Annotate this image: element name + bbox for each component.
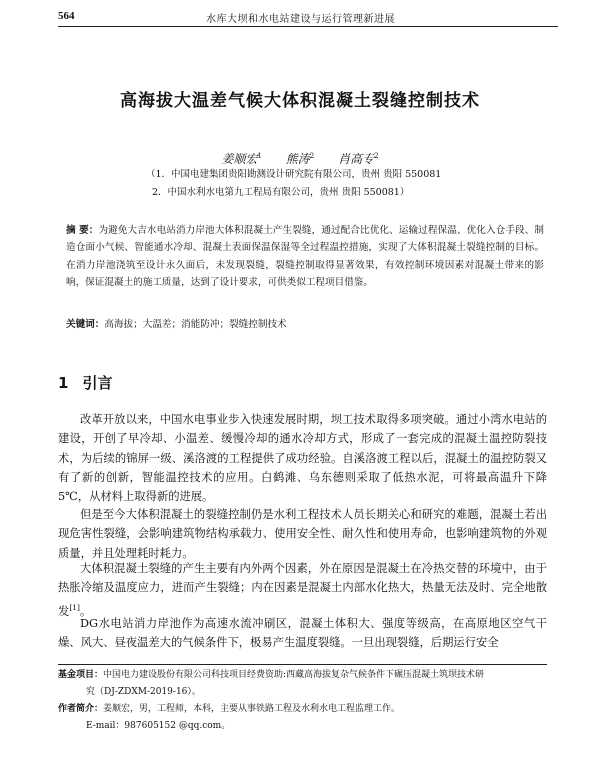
author-bio-text: 姜顺宏，男，工程师，本科，主要从事铁路工程及水利水电工程监理工作。 [103, 704, 401, 714]
body-paragraph-3 [58, 559, 547, 621]
footnotes [58, 667, 547, 735]
fund-text: 中国电力建设股份有限公司科技项目经费资助:西藏高海拔复杂气候条件下碾压混凝土筑坝技术研 [103, 670, 485, 680]
author-2-name: 熊涛 [285, 152, 310, 166]
body-paragraph-4: DG水电站消力岸池作为高速水流冲刷区，混凝土体积大、强度等级高，在高原地区空气干燥、风大、昼夜温差大的气候条件下，极易产生温度裂缝。一旦出现裂缝，后期运行安全 [58, 617, 547, 650]
affiliation-2: 2．中国水利水电第九工程局有限公司，贵州 贵阳 550081） [152, 187, 410, 198]
fund-text-continued: 究（DJ-ZDXM-2019-16）。 [86, 687, 201, 697]
keywords [66, 316, 544, 330]
keywords-text: 高海拔；大温差；消能防冲；裂缝控制技术 [104, 319, 287, 330]
page-number: 564 [58, 10, 75, 22]
author-2 [286, 152, 314, 166]
section-title: 引言 [82, 374, 113, 392]
author-bio-label: 作者简介： [58, 704, 104, 714]
body-paragraph-3-text: 大体积混凝土裂缝的产生主要有内外两个因素，外在原因是混凝土在冷热交替的环境中，由于热胀冷缩及温度应力，进而产生裂缝；内在因素是混凝土内部水化热大，热量无法及时、完全地散发 [58, 562, 547, 618]
author-email: E-mail：987605152 @qq.com。 [86, 721, 231, 731]
body-paragraph-3-end: 。 [79, 604, 92, 618]
body-paragraph-2: 但是至今大体积混凝土的裂缝控制仍是水利工程技术人员长期关心和研究的难题，混凝土若出现危害性裂缝，会影响建筑物结构承载力、使用安全性、耐久性和使用寿命，也影响建筑物的外观质量，并且处理耗时耗力。 [58, 508, 547, 560]
footnote-divider [58, 664, 547, 665]
author-3-name: 肖高专 [338, 152, 375, 166]
body-paragraph-1: 改革开放以来，中国水电事业步入快速发展时期，坝工技术取得多项突破。通过小湾水电站的建设，开创了早冷却、小温差、缓慢冷却的通水冷却方式，形成了一套完成的混凝土温控防裂技术，为后续的锦屏一级、溪洛渡的工程提供了成功经验。自溪洛渡工程以后，混凝土的温控防裂又有了新的创新，智能温控技术的应用。白鹤滩、乌东德则采取了低热水泥，可将最高温升下降5℃，从材料上取得新的进展。 [58, 413, 547, 504]
article-title: 高海拔大温差气候大体积混凝土裂缝控制技术 [120, 91, 480, 111]
journal-title: 水库大坝和水电站建设与运行管理新进展 [206, 14, 395, 25]
author-1-affil-mark: 1 [257, 152, 262, 160]
fund-label: 基金项目： [58, 670, 104, 680]
section-heading [58, 372, 112, 393]
author-2-affil-mark: 2 [309, 152, 315, 160]
keywords-label: 关键词： [66, 319, 105, 330]
author-bio-note [58, 701, 547, 718]
affiliation-1: （1．中国电建集团贵阳勘测设计研究院有限公司，贵州 贵阳 550081 [146, 169, 442, 180]
citation-ref: [1] [69, 602, 80, 612]
author-3 [338, 152, 378, 166]
abstract-text: 为避免大吉水电站消力岸池大体积混凝土产生裂缝，通过配合比优化、运输过程保温、优化入仓手段、制造仓面小气候、智能通水冷却、混凝土表面保温保湿等全过程温控措施，实现了大体积混凝土裂缝控制的目标。在消力岸池浇筑至设计永久面后，未发现裂缝，裂缝控制取得显著效果，有效控制环境因素对混凝土带来的影响，保证混凝土的施工质量，达到了设计要求，可供类似工程项目借鉴。 [66, 225, 545, 289]
author-1-name: 姜顺宏 [221, 152, 258, 166]
abstract [66, 222, 544, 292]
author-1 [221, 152, 261, 166]
fund-note [58, 667, 547, 684]
author-3-affil-mark: 2 [374, 152, 379, 160]
abstract-label: 摘 要： [66, 225, 99, 236]
running-header [58, 8, 558, 27]
author-list [60, 150, 540, 167]
section-number: 1 [58, 374, 69, 392]
